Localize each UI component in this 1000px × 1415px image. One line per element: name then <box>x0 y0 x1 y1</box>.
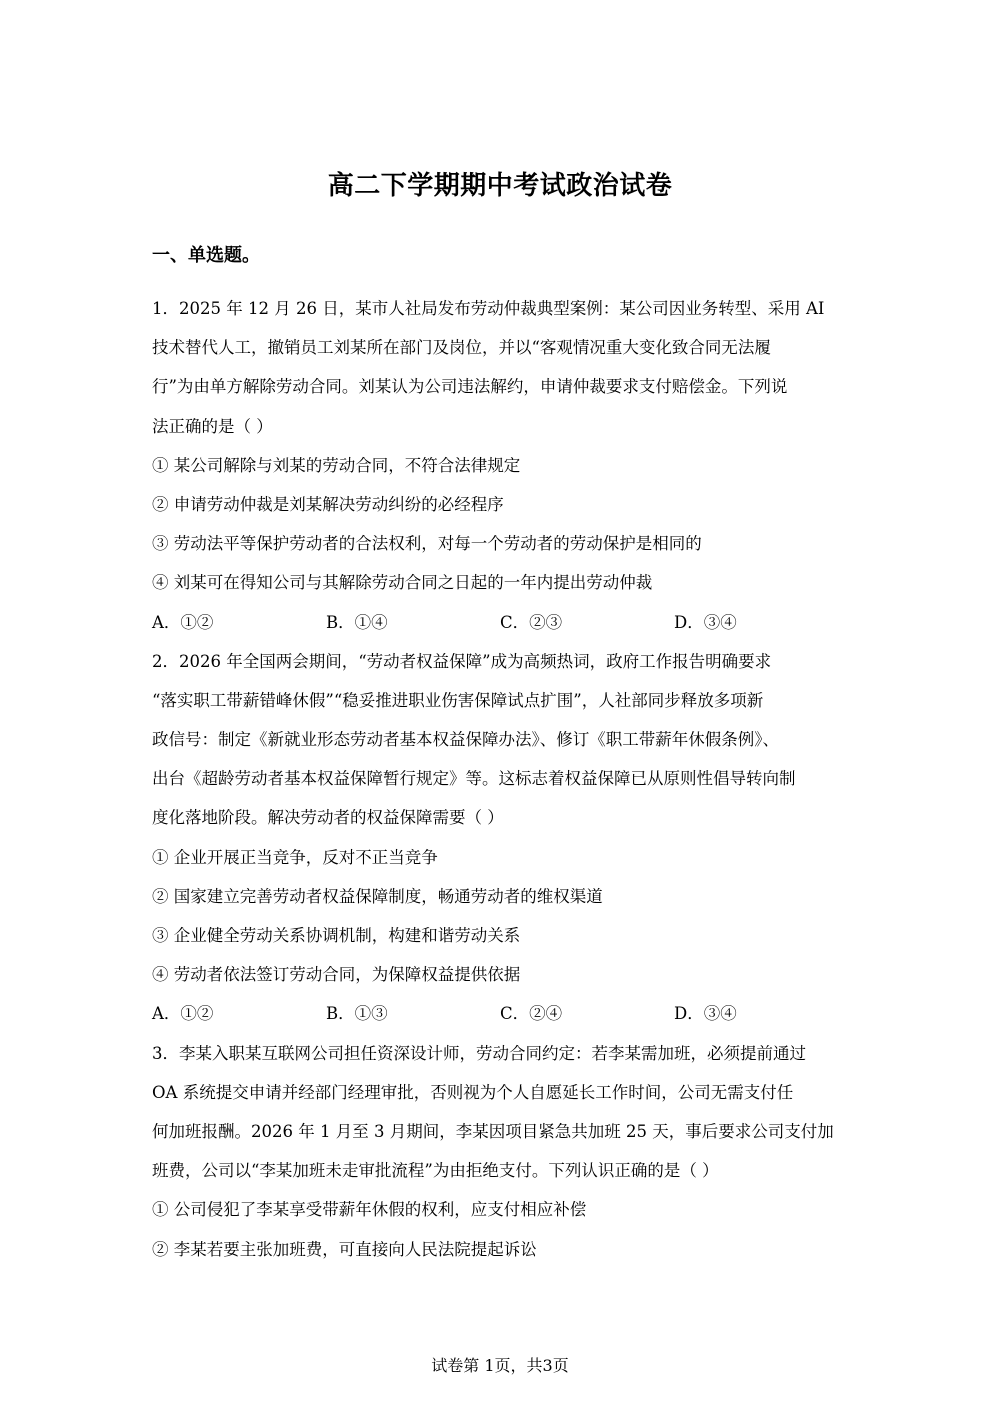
section-heading: 一、单选题。 <box>152 245 260 266</box>
option-a: A．①② <box>152 1004 214 1024</box>
statement-2: ② 申请劳动仲裁是刘某解决劳动纠纷的必经程序 <box>152 494 504 514</box>
answer-options <box>152 994 852 1033</box>
question-stem-line: OA 系统提交申请并经部门经理审批，否则视为个人自愿延长工作时间，公司无需支付任 <box>152 1082 794 1102</box>
option-a: A．①② <box>152 612 214 632</box>
question-3 <box>152 1034 852 1269</box>
question-list <box>152 289 852 1269</box>
page-footer: 试卷第 1页，共3页 <box>431 1356 569 1375</box>
question-2 <box>152 642 852 1034</box>
option-d: D．③④ <box>674 612 737 632</box>
option-d: D．③④ <box>674 1004 737 1024</box>
statement-1: ① 某公司解除与刘某的劳动合同，不符合法律规定 <box>152 455 521 475</box>
statement-2: ② 李某若要主张加班费，可直接向人民法院提起诉讼 <box>152 1239 537 1259</box>
statement-2: ② 国家建立完善劳动者权益保障制度，畅通劳动者的维权渠道 <box>152 886 603 906</box>
statement-1: ① 企业开展正当竞争，反对不正当竞争 <box>152 847 438 867</box>
statement-1: ① 公司侵犯了李某享受带薪年休假的权利，应支付相应补偿 <box>152 1200 587 1220</box>
statement-4: ④ 劳动者依法签订劳动合同，为保障权益提供依据 <box>152 965 521 985</box>
question-stem-line: 技术替代人工，撤销员工刘某所在部门及岗位，并以“客观情况重大变化致合同无法履 <box>152 338 771 358</box>
question-stem-line: 政信号：制定《新就业形态劳动者基本权益保障办法》、修订《职工带薪年休假条例》、 <box>152 730 779 750</box>
question-stem-line: 出台《超龄劳动者基本权益保障暂行规定》等。这标志着权益保障已从原则性倡导转向制 <box>152 769 796 789</box>
option-c: C．②③ <box>500 612 563 632</box>
question-stem-line: 度化落地阶段。解决劳动者的权益保障需要（ ） <box>152 808 504 828</box>
question-stem-line: 2．2026 年全国两会期间，“劳动者权益保障”成为高频热词，政府工作报告明确要求 <box>152 651 772 671</box>
option-c: C．②④ <box>500 1004 563 1024</box>
question-stem-line: 何加班报酬。2026 年 1 月至 3 月期间，李某因项目紧急共加班 25 天，事后要求公司支付加 <box>152 1121 834 1141</box>
question-1 <box>152 289 852 642</box>
question-stem-line: 1．2025 年 12 月 26 日，某市人社局发布劳动仲裁典型案例：某公司因业务转型、采用 AI <box>152 299 825 318</box>
statement-4: ④ 刘某可在得知公司与其解除劳动合同之日起的一年内提出劳动仲裁 <box>152 573 653 593</box>
question-stem-line: 法正确的是（ ） <box>152 416 273 436</box>
question-stem-line: 班费，公司以“李某加班未走审批流程”为由拒绝支付。下列认识正确的是（ ） <box>152 1161 719 1181</box>
statement-3: ③ 企业健全劳动关系协调机制，构建和谐劳动关系 <box>152 926 521 945</box>
question-stem-line: 行”为由单方解除劳动合同。刘某认为公司违法解约，申请仲裁要求支付赔偿金。下列说 <box>152 377 788 397</box>
option-b: B．①③ <box>326 1004 388 1024</box>
question-stem-line: 3．李某入职某互联网公司担任资深设计师，劳动合同约定：若李某需加班，必须提前通过 <box>152 1043 806 1063</box>
statement-3: ③ 劳动法平等保护劳动者的合法权利，对每一个劳动者的劳动保护是相同的 <box>152 534 702 554</box>
answer-options <box>152 603 852 642</box>
question-stem-line: “落实职工带薪错峰休假”“稳妥推进职业伤害保障试点扩围”，人社部同步释放多项新 <box>152 690 764 710</box>
page-title: 高二下学期期中考试政治试卷 <box>327 171 673 201</box>
option-b: B．①④ <box>326 612 388 632</box>
